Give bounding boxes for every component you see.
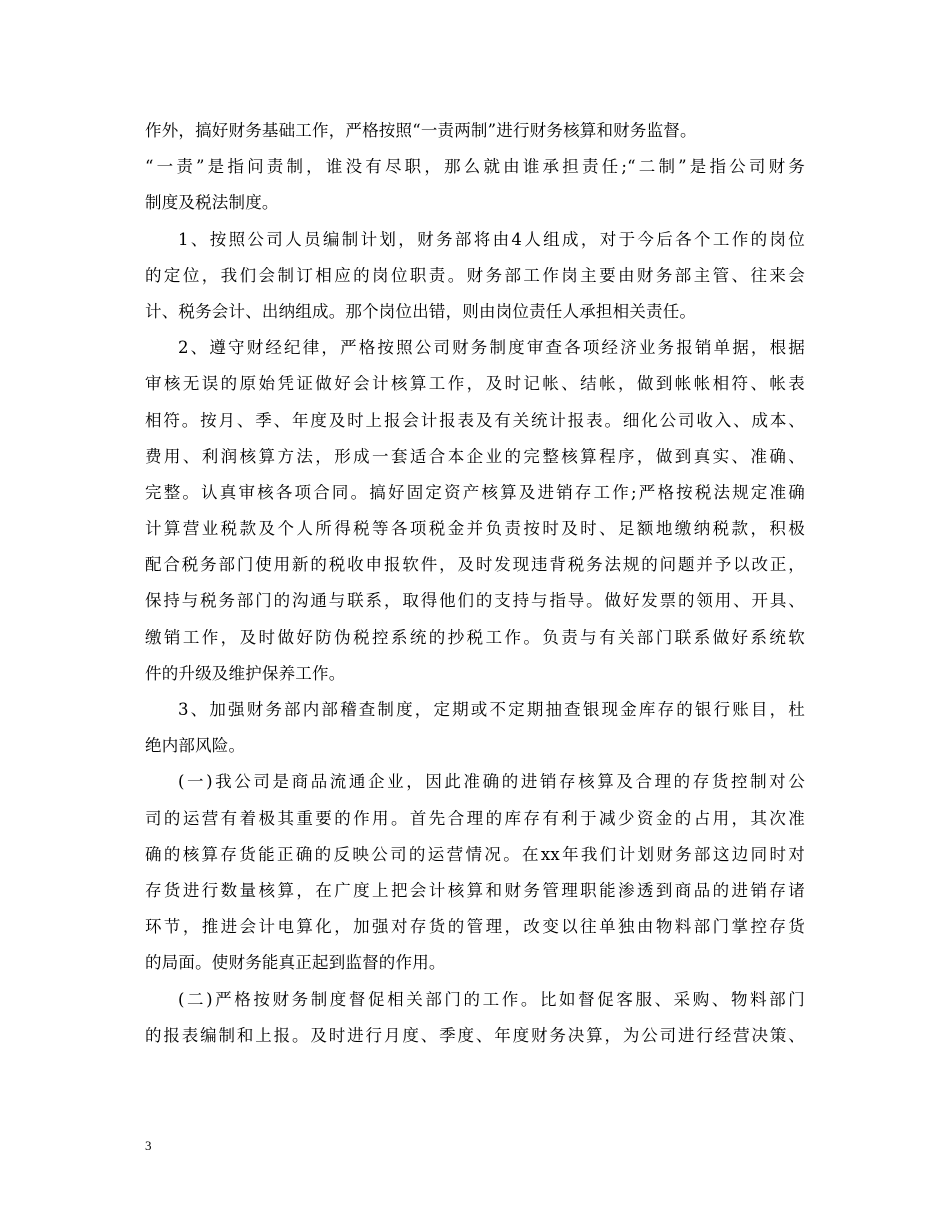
text-line: 计算营业税款及个人所得税等各项税金并负责按时及时、足额地缴纳税款，积极 bbox=[145, 519, 805, 539]
text-line: 的报表编制和上报。及时进行月度、季度、年度财务决算，为公司进行经营决策、 bbox=[145, 1025, 805, 1045]
text-line: (一)我公司是商品流通企业，因此准确的进销存核算及合理的存货控制对公 bbox=[178, 772, 805, 792]
text-line: 司的运营有着极其重要的作用。首先合理的库存有利于减少资金的占用，其次准 bbox=[145, 808, 805, 828]
page-number: 3 bbox=[145, 1138, 152, 1153]
text-line: 费用、利润核算方法，形成一套适合本企业的完整核算程序，做到真实、准确、 bbox=[145, 446, 805, 466]
text-line: 审核无误的原始凭证做好会计核算工作，及时记帐、结帐，做到帐帐相符、帐表 bbox=[145, 374, 805, 394]
text-line: 3、加强财务部内部稽查制度，定期或不定期抽查银现金库存的银行账目，杜 bbox=[178, 700, 805, 719]
text-line: 2、遵守财经纪律，严格按照公司财务制度审查各项经济业务报销单据，根据 bbox=[178, 338, 805, 358]
text-line: 配合税务部门使用新的税收申报软件，及时发现违背税务法规的问题并予以改正， bbox=[145, 555, 805, 575]
text-line: (二)严格按财务制度督促相关部门的工作。比如督促客服、采购、物料部门 bbox=[178, 989, 805, 1009]
text-line: 环节，推进会计电算化，加强对存货的管理，改变以往单独由物料部门掌控存货 bbox=[145, 917, 805, 937]
text-line: 件的升级及维护保养工作。 bbox=[145, 663, 346, 683]
text-line: 的局面。使财务能真正起到监督的作用。 bbox=[145, 953, 446, 973]
text-line: 1、按照公司人员编制计划，财务部将由4人组成，对于今后各个工作的岗位 bbox=[178, 229, 805, 249]
text-line: 作外，搞好财务基础工作，严格按照“一责两制”进行财务核算和财务监督。 bbox=[145, 121, 697, 140]
text-line: 的定位，我们会制订相应的岗位职责。财务部工作岗主要由财务部主管、往来会 bbox=[145, 265, 805, 285]
text-line: 保持与税务部门的沟通与联系，取得他们的支持与指导。做好发票的领用、开具、 bbox=[145, 591, 805, 611]
text-line: 确的核算存货能正确的反映公司的运营情况。在xx年我们计划财务部这边同时对 bbox=[145, 844, 805, 864]
text-line: 存货进行数量核算，在广度上把会计核算和财务管理职能渗透到商品的进销存诸 bbox=[145, 880, 805, 900]
text-line: 完整。认真审核各项合同。搞好固定资产核算及进销存工作;严格按税法规定准确 bbox=[145, 482, 805, 502]
text-line: 计、税务会计、出纳组成。那个岗位出错，则由岗位责任人承担相关责任。 bbox=[145, 301, 697, 321]
text-line: 绝内部风险。 bbox=[145, 736, 246, 756]
body-text bbox=[145, 113, 805, 1054]
text-line: 缴销工作，及时做好防伪税控系统的抄税工作。负责与有关部门联系做好系统软 bbox=[145, 627, 805, 647]
text-line: 相符。按月、季、年度及时上报会计报表及有关统计报表。细化公司收入、成本、 bbox=[145, 410, 805, 430]
text-line: “一责”是指问责制，谁没有尽职，那么就由谁承担责任;“二制”是指公司财务 bbox=[145, 157, 805, 177]
text-line: 制度及税法制度。 bbox=[145, 193, 279, 213]
